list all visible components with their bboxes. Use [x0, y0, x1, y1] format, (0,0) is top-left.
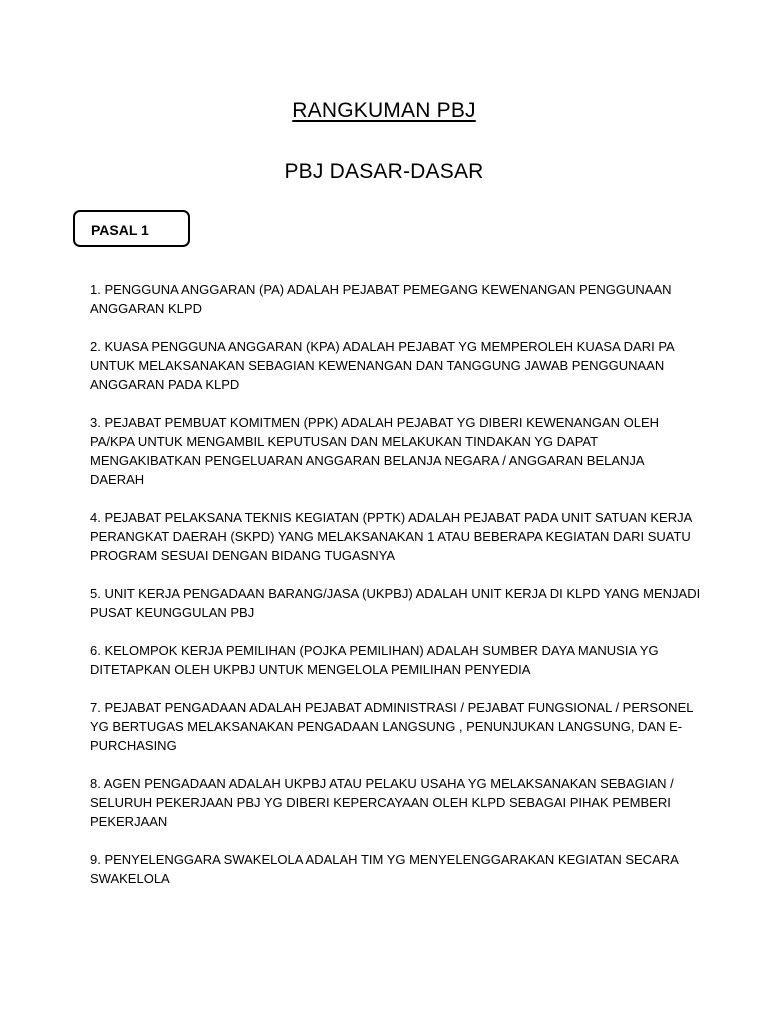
- list-item-line: 4. PEJABAT PELAKSANA TEKNIS KEGIATAN (PPTK) ADALAH PEJABAT PADA UNIT SATUAN KERJA: [90, 510, 693, 525]
- list-item: [90, 584, 701, 622]
- list-item: [90, 508, 693, 565]
- list-item-line: 1. PENGGUNA ANGGARAN (PA) ADALAH PEJABAT PEMEGANG KEWENANGAN PENGGUNAAN: [90, 282, 672, 297]
- list-item: [90, 280, 690, 318]
- list-item-line: UNTUK MELAKSANAKAN SEBAGIAN KEWENANGAN DAN TANGGUNG JAWAB PENGGUNAAN: [90, 358, 665, 373]
- list-item: [90, 774, 690, 831]
- list-item-line: DAERAH: [90, 472, 145, 487]
- list-item-line: ANGGARAN KLPD: [90, 301, 202, 316]
- section-label: PASAL 1: [91, 222, 149, 238]
- list-item-line: 3. PEJABAT PEMBUAT KOMITMEN (PPK) ADALAH PEJABAT YG DIBERI KEWENANGAN OLEH: [90, 415, 660, 430]
- list-item-line: PROGRAM SESUAI DENGAN BIDANG TUGASNYA: [90, 548, 396, 563]
- document-title: RANGKUMAN PBJ: [292, 99, 476, 122]
- list-item-line: DITETAPKAN OLEH UKPBJ UNTUK MENGELOLA PEMILIHAN PENYEDIA: [90, 662, 531, 677]
- list-item-line: PEKERJAAN: [90, 814, 168, 829]
- list-item-line: PUSAT KEUNGGULAN PBJ: [90, 605, 255, 620]
- list-item-line: 8. AGEN PENGADAAN ADALAH UKPBJ ATAU PELAKU USAHA YG MELAKSANAKAN SEBAGIAN /: [90, 776, 674, 791]
- list-item-line: 7. PEJABAT PENGADAAN ADALAH PEJABAT ADMINISTRASI / PEJABAT FUNGSIONAL / PERSONEL: [90, 700, 694, 715]
- document-subtitle: PBJ DASAR-DASAR: [284, 160, 484, 183]
- list-item: [90, 337, 690, 394]
- list-item: [90, 413, 690, 489]
- section-label-box: [73, 210, 190, 247]
- list-item-line: MENGAKIBATKAN PENGELUARAN ANGGARAN BELANJA NEGARA / ANGGARAN BELANJA: [90, 453, 645, 468]
- list-item-line: PA/KPA UNTUK MENGAMBIL KEPUTUSAN DAN MELAKUKAN TINDAKAN YG DAPAT: [90, 434, 599, 449]
- list-item-line: YG BERTUGAS MELAKSANAKAN PENGADAAN LANGSUNG , PENUNJUKAN LANGSUNG, DAN E-: [90, 719, 683, 734]
- list-item: [90, 698, 694, 755]
- list-item-line: 6. KELOMPOK KERJA PEMILIHAN (POJKA PEMILIHAN) ADALAH SUMBER DAYA MANUSIA YG: [90, 643, 659, 658]
- definition-list: [90, 280, 701, 907]
- list-item-line: 5. UNIT KERJA PENGADAAN BARANG/JASA (UKPBJ) ADALAH UNIT KERJA DI KLPD YANG MENJADI: [90, 586, 701, 601]
- list-item: [90, 850, 690, 888]
- list-item-line: 2. KUASA PENGGUNA ANGGARAN (KPA) ADALAH PEJABAT YG MEMPEROLEH KUASA DARI PA: [90, 339, 675, 354]
- list-item: [90, 641, 690, 679]
- list-item-line: SWAKELOLA: [90, 871, 170, 886]
- list-item-line: SELURUH PEKERJAAN PBJ YG DIBERI KEPERCAYAAN OLEH KLPD SEBAGAI PIHAK PEMBERI: [90, 795, 671, 810]
- list-item-line: PURCHASING: [90, 738, 177, 753]
- list-item-line: 9. PENYELENGGARA SWAKELOLA ADALAH TIM YG MENYELENGGARAKAN KEGIATAN SECARA: [90, 852, 679, 867]
- list-item-line: ANGGARAN PADA KLPD: [90, 377, 240, 392]
- list-item-line: PERANGKAT DAERAH (SKPD) YANG MELAKSANAKAN 1 ATAU BEBERAPA KEGIATAN DARI SUATU: [90, 529, 691, 544]
